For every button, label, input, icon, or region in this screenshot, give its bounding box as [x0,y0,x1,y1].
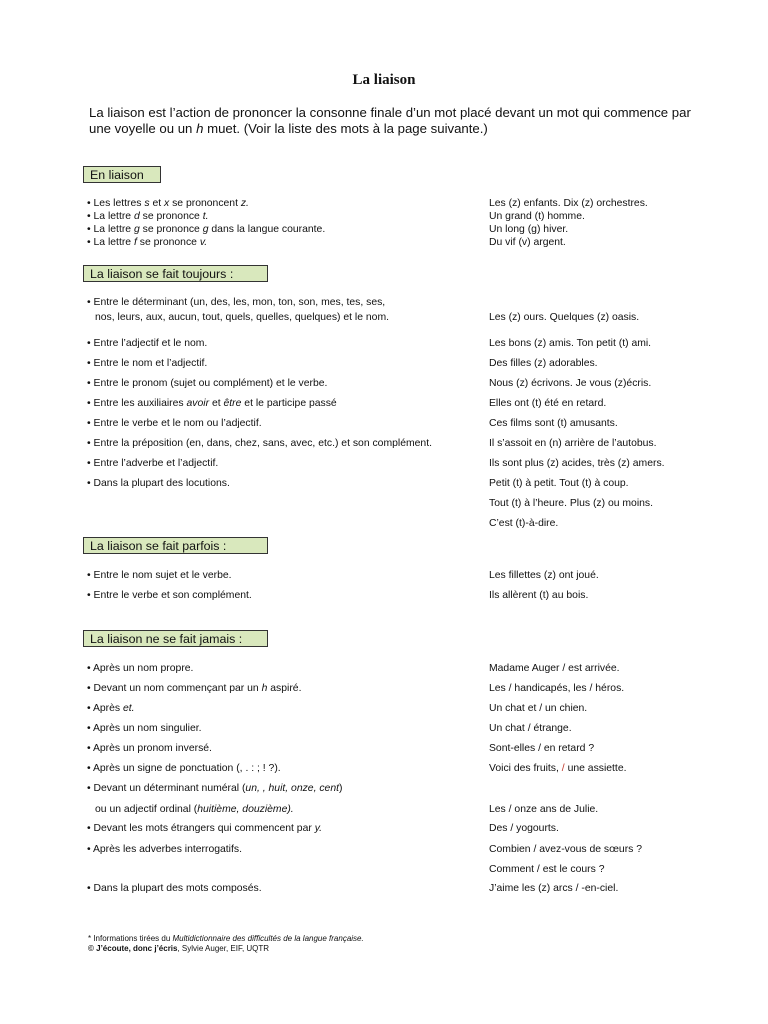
intro-text-2: muet. (Voir la liste des mots à la page suivante.) [207,121,488,136]
example: Les fillettes (z) ont joué. [489,570,599,581]
rule-ordinal: ou un adjectif ordinal (huitième, douzième). [95,804,294,815]
footer-credit: © J’écoute, donc j’écris, Sylvie Auger, EIF, UQTR [88,944,270,953]
example: Combien / avez-vous de sœurs ? [489,844,643,855]
rule: • Entre l’adverbe et l’adjectif. [87,458,219,469]
rule-determinant: • Entre le déterminant (un, des, les, mon, ton, son, mes, tes, ses, [87,297,386,308]
rule: • Dans la plupart des mots composés. [87,883,262,894]
example: Les (z) enfants. Dix (z) orchestres. [489,198,648,209]
example: Comment / est le cours ? [489,864,605,875]
example: Les / onze ans de Julie. [489,804,599,815]
rule-f: • La lettre f se prononce v. [87,237,208,248]
rule: • Entre le pronom (sujet ou complément) et le verbe. [87,378,328,389]
rule: • Après un nom singulier. [87,723,202,734]
footer-source: * Informations tirées du Multidictionnaire des difficultés de la langue française. [88,934,364,943]
example: Un grand (t) homme. [489,211,585,222]
rule: • Entre le nom et l’adjectif. [87,358,208,369]
heading-en-liaison: En liaison [83,166,161,183]
intro-paragraph [89,105,699,137]
rule: • Entre le nom sujet et le verbe. [87,570,232,581]
rule: • Entre le verbe et son complément. [87,590,252,601]
rule-h-aspire: • Devant un nom commençant par un h aspiré. [87,683,302,694]
rule: • Entre la préposition (en, dans, chez, sans, avec, etc.) et son complément. [87,438,432,449]
example: Ils sont plus (z) acides, très (z) amers. [489,458,665,469]
rule: • Entre l’adjectif et le nom. [87,338,208,349]
example: Sont-elles / en retard ? [489,743,595,754]
example: Un chat et / un chien. [489,703,588,714]
rule-numeral: • Devant un déterminant numéral (un, , huit, onze, cent) [87,783,343,794]
rule: • Après un pronom inversé. [87,743,212,754]
rule: • Dans la plupart des locutions. [87,478,230,489]
rule: • Après un signe de ponctuation (, . : ; ! ?). [87,763,281,774]
example: Il s’assoit en (n) arrière de l’autobus. [489,438,657,449]
page-title: La liaison [352,72,416,88]
rule: • Entre le verbe et le nom ou l’adjectif. [87,418,262,429]
example: Du vif (v) argent. [489,237,566,248]
intro-text-1: La liaison est l’action de prononcer la consonne finale d’un mot placé devant un mot qui commence par une voyelle ou un [89,105,691,136]
example: C’est (t)-à-dire. [489,518,559,529]
rule-determinant-cont: nos, leurs, aux, aucun, tout, quels, quelles, quelques) et le nom. [95,312,390,323]
example: Tout (t) à l’heure. Plus (z) ou moins. [489,498,654,509]
heading-jamais: La liaison ne se fait jamais : [83,630,268,647]
rule-auxiliaires: • Entre les auxiliaires avoir et être et le participe passé [87,398,337,409]
rule-s-x: • Les lettres s et x se prononcent z. [87,198,249,209]
rule-g: • La lettre g se prononce g dans la langue courante. [87,224,326,235]
rule-etrangers: • Devant les mots étrangers qui commencent par y. [87,823,323,834]
example: Voici des fruits, / une assiette. [489,763,627,774]
example: Des / yogourts. [489,823,559,834]
example: Un chat / étrange. [489,723,572,734]
heading-parfois: La liaison se fait parfois : [83,537,268,554]
rule: • Après un nom propre. [87,663,194,674]
example: Ils allèrent (t) au bois. [489,590,589,601]
intro-h: h [196,121,204,136]
example: Un long (g) hiver. [489,224,569,235]
example: Des filles (z) adorables. [489,358,598,369]
rule: • Après les adverbes interrogatifs. [87,844,242,855]
heading-toujours: La liaison se fait toujours : [83,265,268,282]
example: Les (z) ours. Quelques (z) oasis. [489,312,640,323]
example: J’aime les (z) arcs / -en-ciel. [489,883,619,894]
rule-d: • La lettre d se prononce t. [87,211,209,222]
example: Les / handicapés, les / héros. [489,683,625,694]
example: Madame Auger / est arrivée. [489,663,620,674]
example: Ces films sont (t) amusants. [489,418,618,429]
example: Petit (t) à petit. Tout (t) à coup. [489,478,629,489]
example: Elles ont (t) été en retard. [489,398,607,409]
rule-apres-et: • Après et. [87,703,135,714]
example: Nous (z) écrivons. Je vous (z)écris. [489,378,652,389]
example: Les bons (z) amis. Ton petit (t) ami. [489,338,652,349]
